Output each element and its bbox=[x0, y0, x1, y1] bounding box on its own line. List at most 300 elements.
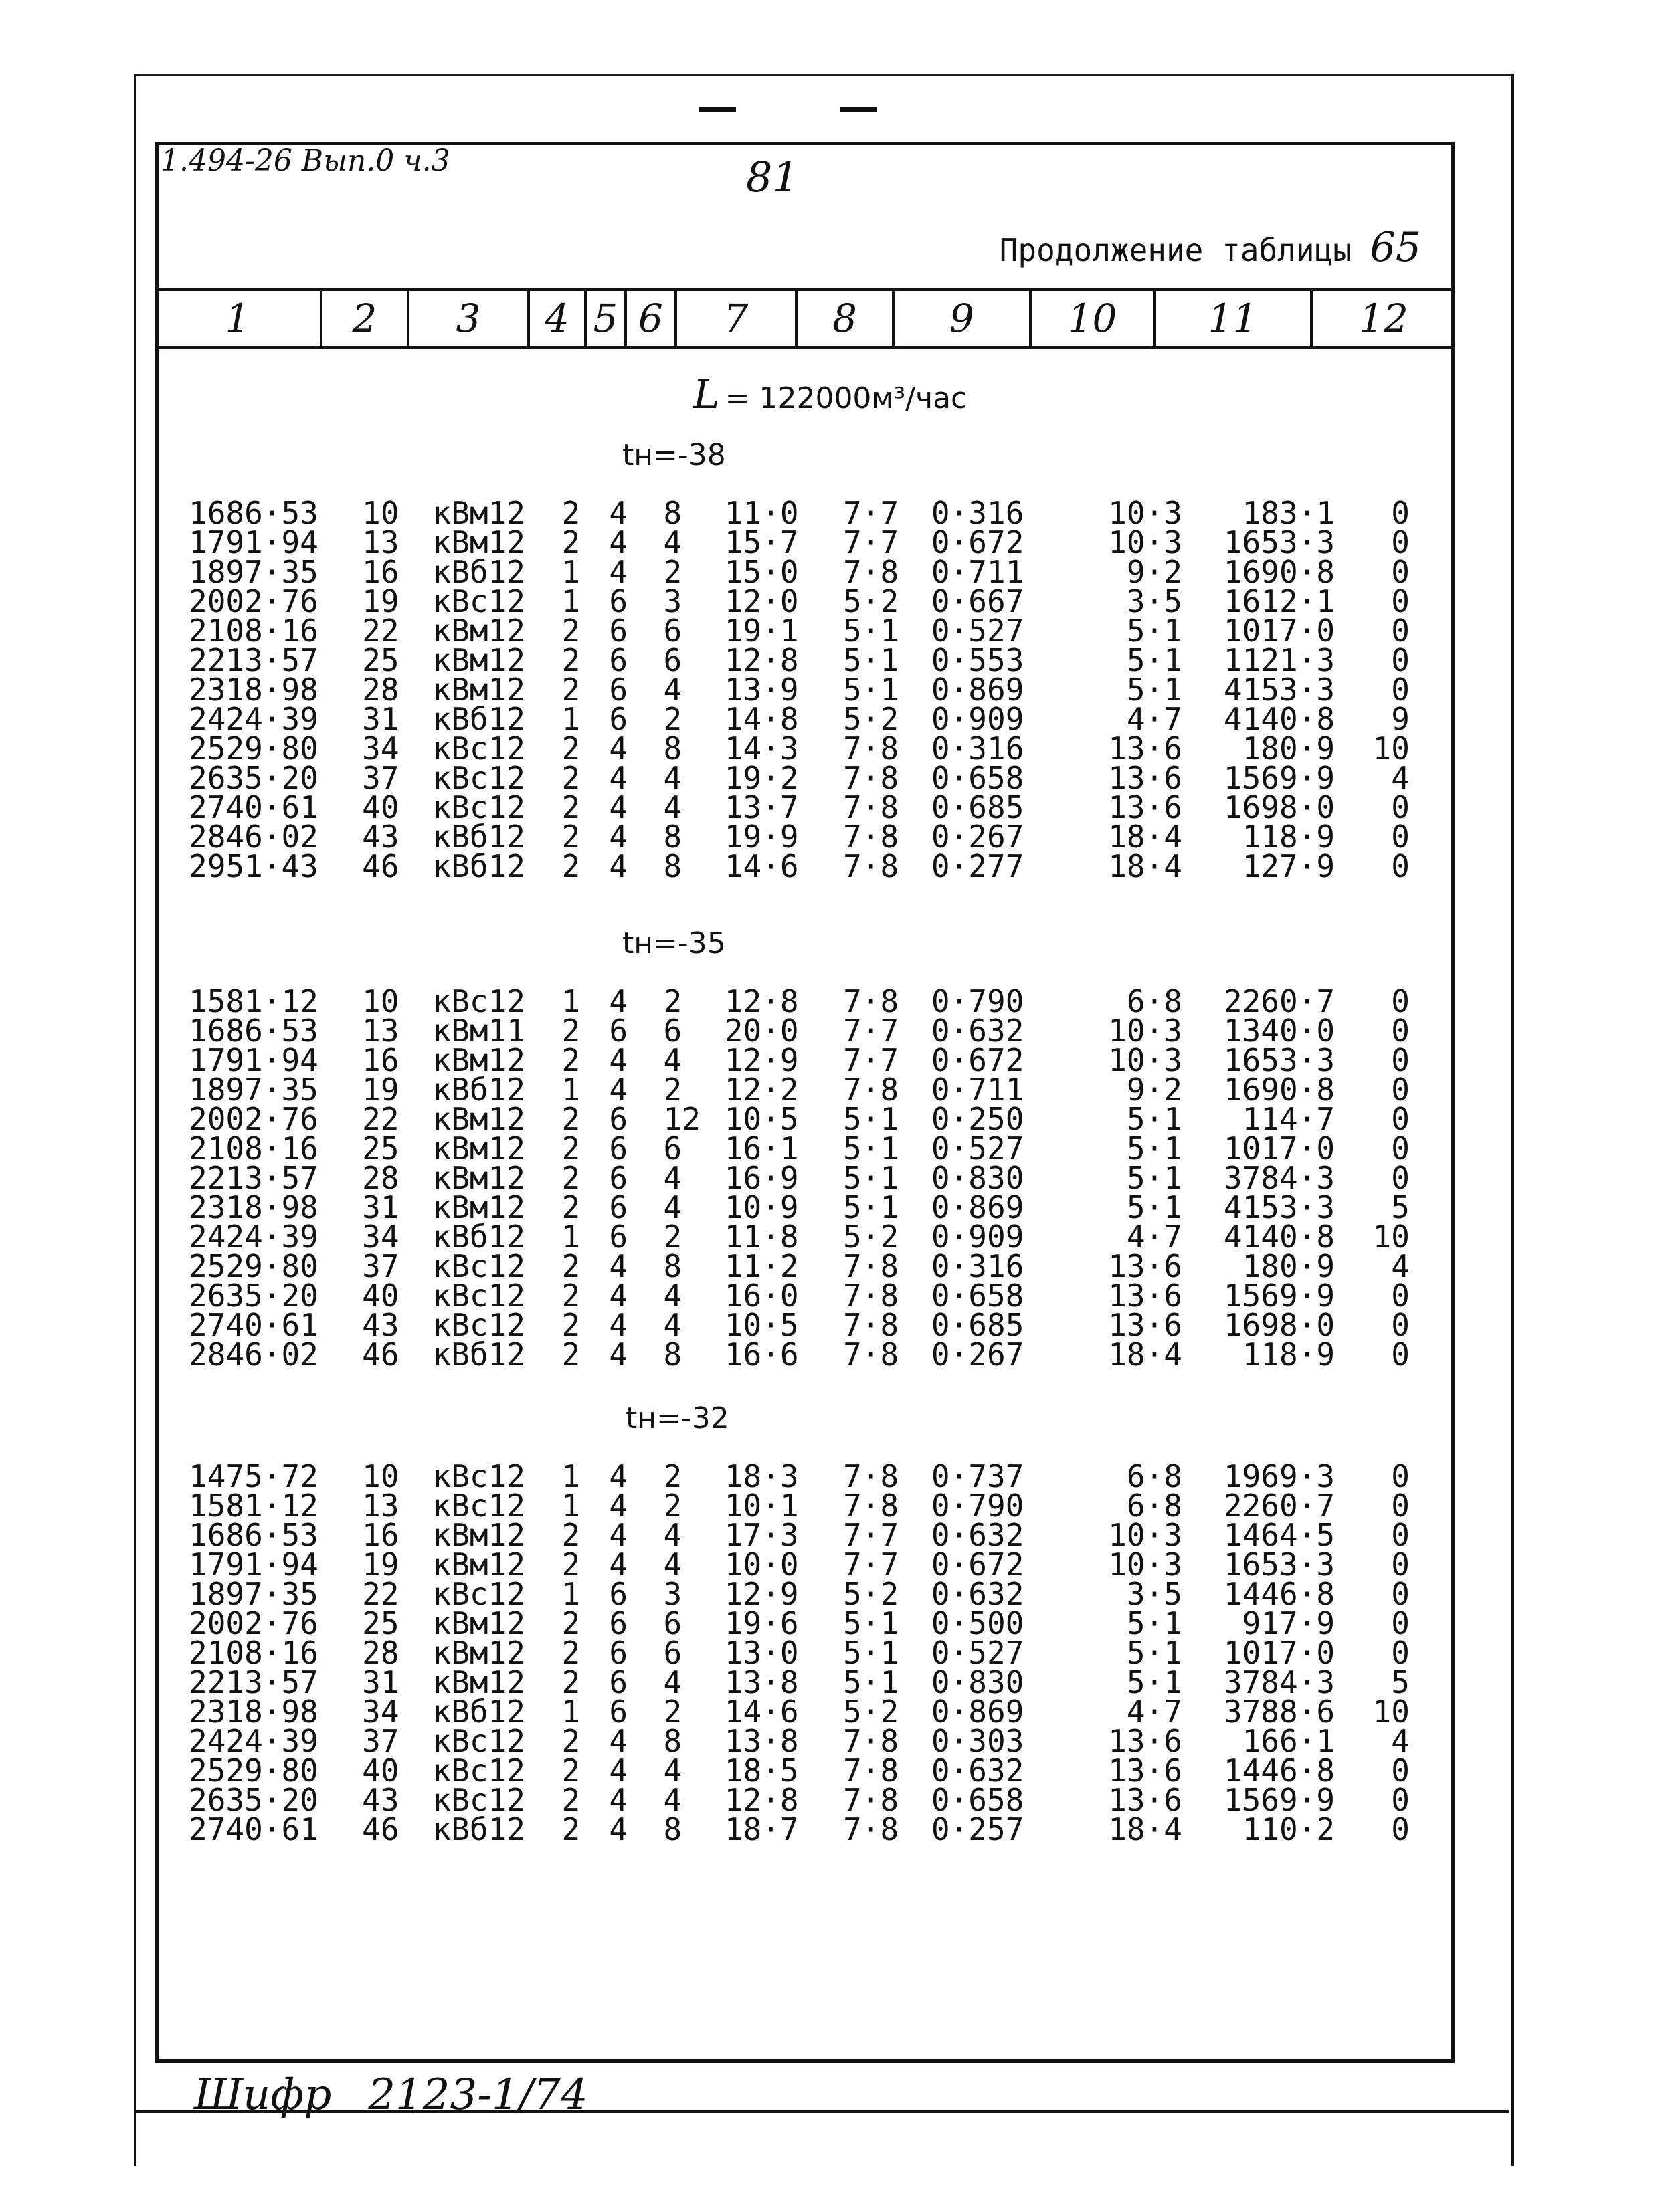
table-cell-col-4: 2 bbox=[561, 1752, 581, 1789]
table-row bbox=[189, 1134, 1426, 1163]
table-cell-col-3: кВм12 bbox=[432, 1546, 525, 1583]
table-cell-col-7: 16·0 bbox=[724, 1278, 799, 1314]
table-cell-col-4: 1 bbox=[561, 583, 581, 619]
table-cell-col-1: 2213·57 bbox=[189, 642, 318, 678]
table-row bbox=[189, 1726, 1426, 1756]
table-cell-col-11: 1698·0 bbox=[1223, 1307, 1335, 1343]
table-cell-col-11: 1569·9 bbox=[1223, 1782, 1335, 1818]
table-cell-col-3: кВс12 bbox=[432, 1723, 525, 1759]
table-cell-col-5: 6 bbox=[609, 1130, 628, 1167]
column-header-10: 10 bbox=[1032, 291, 1156, 346]
table-cell-col-6: 2 bbox=[663, 701, 682, 737]
table-cell-col-11: 1690·8 bbox=[1223, 554, 1335, 590]
table-cell-col-4: 2 bbox=[561, 1605, 581, 1641]
table-cell-col-5: 6 bbox=[609, 701, 628, 737]
column-header-11: 11 bbox=[1156, 291, 1313, 346]
column-header-9: 9 bbox=[895, 291, 1032, 346]
table-cell-col-12: 0 bbox=[1391, 1605, 1410, 1641]
table-cell-col-10: 5·1 bbox=[1126, 1160, 1182, 1196]
table-cell-col-6: 4 bbox=[663, 672, 682, 708]
table-cell-col-8: 7·8 bbox=[843, 983, 899, 1019]
table-cell-col-6: 12 bbox=[663, 1101, 701, 1137]
table-cell-col-6: 4 bbox=[663, 1278, 682, 1314]
table-cell-col-7: 18·7 bbox=[724, 1811, 799, 1847]
table-cell-col-6: 2 bbox=[663, 1219, 682, 1255]
table-cell-col-3: кВм12 bbox=[432, 1664, 525, 1700]
table-cell-col-9: 0·267 bbox=[931, 1336, 1024, 1373]
table-cell-col-2: 16 bbox=[362, 1517, 399, 1553]
table-cell-col-6: 2 bbox=[663, 554, 682, 590]
table-row bbox=[189, 1462, 1426, 1491]
table-cell-col-7: 12·8 bbox=[724, 642, 799, 678]
table-cell-col-4: 2 bbox=[561, 1160, 581, 1196]
table-cell-col-4: 2 bbox=[561, 1130, 581, 1167]
table-cell-col-10: 18·4 bbox=[1108, 819, 1182, 855]
table-cell-col-2: 19 bbox=[362, 1546, 399, 1583]
table-cell-col-3: кВс12 bbox=[432, 583, 525, 619]
table-cell-col-11: 1690·8 bbox=[1223, 1072, 1335, 1108]
table-cell-col-10: 9·2 bbox=[1126, 554, 1182, 590]
table-row bbox=[189, 1815, 1426, 1844]
table-cell-col-8: 5·2 bbox=[843, 1694, 899, 1730]
table-cell-col-8: 5·1 bbox=[843, 1635, 899, 1671]
table-cell-col-6: 2 bbox=[663, 1458, 682, 1494]
table-row bbox=[189, 1075, 1426, 1104]
table-cell-col-3: кВм12 bbox=[432, 1130, 525, 1167]
table-cell-col-6: 4 bbox=[663, 760, 682, 796]
table-cell-col-12: 0 bbox=[1391, 1546, 1410, 1583]
page-number: 81 bbox=[746, 153, 799, 201]
table-cell-col-8: 7·7 bbox=[843, 1517, 899, 1553]
table-cell-col-3: кВс12 bbox=[432, 1458, 525, 1494]
column-header-5: 5 bbox=[587, 291, 627, 346]
table-cell-col-1: 2424·39 bbox=[189, 1723, 318, 1759]
table-row bbox=[189, 557, 1426, 587]
table-cell-col-3: кВм12 bbox=[432, 1160, 525, 1196]
table-cell-col-8: 7·8 bbox=[843, 1278, 899, 1314]
table-cell-col-3: кВб12 bbox=[432, 848, 525, 884]
table-cell-col-9: 0·658 bbox=[931, 1782, 1024, 1818]
table-cell-col-5: 4 bbox=[609, 1458, 628, 1494]
table-cell-col-2: 34 bbox=[362, 1694, 399, 1730]
table-cell-col-10: 5·1 bbox=[1126, 613, 1182, 649]
table-cell-col-3: кВс12 bbox=[432, 1576, 525, 1612]
table-cell-col-11: 1653·3 bbox=[1223, 524, 1335, 561]
table-cell-col-9: 0·667 bbox=[931, 583, 1024, 619]
table-cell-col-5: 6 bbox=[609, 1219, 628, 1255]
table-cell-col-12: 0 bbox=[1391, 1517, 1410, 1553]
table-cell-col-10: 4·7 bbox=[1126, 1694, 1182, 1730]
table-cell-col-3: кВм12 bbox=[432, 1517, 525, 1553]
table-cell-col-1: 2002·76 bbox=[189, 583, 318, 619]
table-cell-col-12: 0 bbox=[1391, 554, 1410, 590]
table-cell-col-7: 11·2 bbox=[724, 1248, 799, 1284]
table-cell-col-8: 7·7 bbox=[843, 1546, 899, 1583]
table-cell-col-6: 8 bbox=[663, 1248, 682, 1284]
table-cell-col-2: 43 bbox=[362, 1782, 399, 1818]
table-cell-col-2: 31 bbox=[362, 1189, 399, 1225]
table-cell-col-4: 1 bbox=[561, 1488, 581, 1524]
table-cell-col-5: 6 bbox=[609, 1576, 628, 1612]
table-cell-col-12: 0 bbox=[1391, 1488, 1410, 1524]
table-cell-col-12: 0 bbox=[1391, 642, 1410, 678]
table-cell-col-3: кВс12 bbox=[432, 1782, 525, 1818]
table-cell-col-10: 5·1 bbox=[1126, 1635, 1182, 1671]
table-cell-col-7: 10·5 bbox=[724, 1307, 799, 1343]
table-cell-col-9: 0·869 bbox=[931, 1189, 1024, 1225]
table-cell-col-1: 1897·35 bbox=[189, 554, 318, 590]
table-cell-col-6: 8 bbox=[663, 1336, 682, 1373]
table-cell-col-12: 0 bbox=[1391, 1042, 1410, 1078]
table-cell-col-3: кВм12 bbox=[432, 672, 525, 708]
table-cell-col-9: 0·527 bbox=[931, 1130, 1024, 1167]
table-cell-col-8: 7·7 bbox=[843, 1042, 899, 1078]
table-cell-col-1: 1791·94 bbox=[189, 524, 318, 561]
table-cell-col-5: 4 bbox=[609, 1723, 628, 1759]
table-cell-col-2: 10 bbox=[362, 495, 399, 531]
table-cell-col-11: 118·9 bbox=[1242, 819, 1335, 855]
table-cell-col-1: 2740·61 bbox=[189, 1307, 318, 1343]
table-cell-col-11: 917·9 bbox=[1242, 1605, 1335, 1641]
table-cell-col-6: 4 bbox=[663, 1517, 682, 1553]
column-header-2: 2 bbox=[322, 291, 409, 346]
table-cell-col-6: 6 bbox=[663, 642, 682, 678]
table-cell-col-4: 2 bbox=[561, 1664, 581, 1700]
table-cell-col-3: кВс12 bbox=[432, 983, 525, 1019]
table-cell-col-12: 0 bbox=[1391, 495, 1410, 531]
table-cell-col-12: 10 bbox=[1372, 1694, 1410, 1730]
section-label: tн=-32 bbox=[626, 1401, 729, 1435]
table-cell-col-3: кВм12 bbox=[432, 642, 525, 678]
table-cell-col-3: кВб12 bbox=[432, 1072, 525, 1108]
table-cell-col-11: 1969·3 bbox=[1223, 1458, 1335, 1494]
table-cell-col-5: 4 bbox=[609, 524, 628, 561]
table-cell-col-11: 4140·8 bbox=[1223, 1219, 1335, 1255]
table-cell-col-6: 6 bbox=[663, 1013, 682, 1049]
data-table bbox=[189, 1458, 1426, 1847]
table-cell-col-2: 10 bbox=[362, 1458, 399, 1494]
table-cell-col-11: 114·7 bbox=[1242, 1101, 1335, 1137]
table-cell-col-9: 0·250 bbox=[931, 1101, 1024, 1137]
table-cell-col-2: 25 bbox=[362, 1605, 399, 1641]
table-row bbox=[189, 528, 1426, 557]
table-cell-col-9: 0·672 bbox=[931, 1546, 1024, 1583]
table-cell-col-11: 180·9 bbox=[1242, 1248, 1335, 1284]
table-cell-col-7: 11·0 bbox=[724, 495, 799, 531]
table-cell-col-1: 2424·39 bbox=[189, 701, 318, 737]
table-cell-col-11: 1612·1 bbox=[1223, 583, 1335, 619]
table-cell-col-8: 5·1 bbox=[843, 1101, 899, 1137]
data-table bbox=[189, 983, 1426, 1373]
table-cell-col-6: 2 bbox=[663, 1072, 682, 1108]
table-row bbox=[189, 1163, 1426, 1193]
column-header-1: 1 bbox=[155, 291, 322, 346]
table-cell-col-1: 2635·20 bbox=[189, 1782, 318, 1818]
table-cell-col-4: 2 bbox=[561, 1336, 581, 1373]
table-cell-col-7: 20·0 bbox=[724, 1013, 799, 1049]
cipher-code: 2123-1/74 bbox=[368, 2070, 588, 2120]
table-cell-col-10: 18·4 bbox=[1108, 1811, 1182, 1847]
table-cell-col-12: 4 bbox=[1391, 1723, 1410, 1759]
table-row bbox=[189, 1520, 1426, 1550]
table-cell-col-5: 4 bbox=[609, 760, 628, 796]
table-cell-col-9: 0·685 bbox=[931, 1307, 1024, 1343]
table-cell-col-4: 2 bbox=[561, 760, 581, 796]
table-cell-col-5: 4 bbox=[609, 730, 628, 767]
table-cell-col-3: кВб12 bbox=[432, 1694, 525, 1730]
table-cell-col-1: 2213·57 bbox=[189, 1160, 318, 1196]
table-row bbox=[189, 1491, 1426, 1520]
table-cell-col-3: кВм12 bbox=[432, 1635, 525, 1671]
table-cell-col-9: 0·672 bbox=[931, 1042, 1024, 1078]
table-cell-col-6: 8 bbox=[663, 1723, 682, 1759]
table-cell-col-5: 4 bbox=[609, 983, 628, 1019]
table-cell-col-3: кВм12 bbox=[432, 495, 525, 531]
table-cell-col-4: 2 bbox=[561, 642, 581, 678]
table-cell-col-1: 2951·43 bbox=[189, 848, 318, 884]
table-cell-col-5: 4 bbox=[609, 554, 628, 590]
table-row bbox=[189, 675, 1426, 704]
table-cell-col-1: 2846·02 bbox=[189, 1336, 318, 1373]
table-cell-col-2: 19 bbox=[362, 583, 399, 619]
table-cell-col-2: 22 bbox=[362, 1101, 399, 1137]
table-cell-col-2: 37 bbox=[362, 760, 399, 796]
table-cell-col-3: кВс12 bbox=[432, 730, 525, 767]
table-cell-col-10: 4·7 bbox=[1126, 1219, 1182, 1255]
document-code: 1.494-26 Вып.0 ч.3 bbox=[161, 144, 450, 178]
table-cell-col-2: 16 bbox=[362, 554, 399, 590]
table-cell-col-11: 1121·3 bbox=[1223, 642, 1335, 678]
table-cell-col-2: 40 bbox=[362, 789, 399, 825]
airflow-text: = 122000м³/час bbox=[725, 381, 967, 415]
cipher-footer bbox=[194, 2070, 588, 2120]
table-cell-col-7: 12·0 bbox=[724, 583, 799, 619]
table-cell-col-8: 5·2 bbox=[843, 583, 899, 619]
table-cell-col-5: 4 bbox=[609, 1307, 628, 1343]
table-cell-col-2: 46 bbox=[362, 1336, 399, 1373]
table-cell-col-2: 22 bbox=[362, 1576, 399, 1612]
table-cell-col-11: 1698·0 bbox=[1223, 789, 1335, 825]
table-cell-col-4: 2 bbox=[561, 789, 581, 825]
table-cell-col-3: кВм12 bbox=[432, 1605, 525, 1641]
table-cell-col-10: 6·8 bbox=[1126, 983, 1182, 1019]
table-cell-col-8: 7·8 bbox=[843, 760, 899, 796]
table-cell-col-8: 7·8 bbox=[843, 1458, 899, 1494]
table-cell-col-4: 2 bbox=[561, 1189, 581, 1225]
table-cell-col-2: 28 bbox=[362, 1635, 399, 1671]
table-cell-col-8: 7·8 bbox=[843, 1752, 899, 1789]
table-cell-col-8: 7·8 bbox=[843, 1307, 899, 1343]
table-cell-col-5: 6 bbox=[609, 1101, 628, 1137]
table-row bbox=[189, 1193, 1426, 1222]
table-cell-col-9: 0·830 bbox=[931, 1664, 1024, 1700]
table-row bbox=[189, 1756, 1426, 1785]
table-cell-col-8: 5·1 bbox=[843, 613, 899, 649]
table-cell-col-6: 8 bbox=[663, 1811, 682, 1847]
table-cell-col-5: 6 bbox=[609, 613, 628, 649]
table-cell-col-5: 6 bbox=[609, 1605, 628, 1641]
table-cell-col-8: 5·1 bbox=[843, 672, 899, 708]
table-cell-col-7: 17·3 bbox=[724, 1517, 799, 1553]
table-cell-col-5: 6 bbox=[609, 1635, 628, 1671]
table-cell-col-5: 4 bbox=[609, 1546, 628, 1583]
table-cell-col-2: 37 bbox=[362, 1723, 399, 1759]
table-cell-col-7: 19·9 bbox=[724, 819, 799, 855]
table-cell-col-9: 0·632 bbox=[931, 1576, 1024, 1612]
table-cell-col-9: 0·277 bbox=[931, 848, 1024, 884]
table-cell-col-6: 6 bbox=[663, 1635, 682, 1671]
table-cell-col-12: 0 bbox=[1391, 1336, 1410, 1373]
table-cell-col-11: 1017·0 bbox=[1223, 613, 1335, 649]
table-cell-col-7: 16·1 bbox=[724, 1130, 799, 1167]
table-cell-col-5: 6 bbox=[609, 672, 628, 708]
table-cell-col-11: 118·9 bbox=[1242, 1336, 1335, 1373]
table-cell-col-3: кВб12 bbox=[432, 554, 525, 590]
table-row bbox=[189, 822, 1426, 851]
table-cell-col-2: 13 bbox=[362, 1488, 399, 1524]
table-cell-col-1: 1475·72 bbox=[189, 1458, 318, 1494]
table-cell-col-6: 4 bbox=[663, 1752, 682, 1789]
column-header-7: 7 bbox=[677, 291, 798, 346]
table-cell-col-4: 2 bbox=[561, 1248, 581, 1284]
table-cell-col-11: 1446·8 bbox=[1223, 1576, 1335, 1612]
table-cell-col-2: 28 bbox=[362, 1160, 399, 1196]
table-cell-col-2: 34 bbox=[362, 1219, 399, 1255]
table-cell-col-4: 2 bbox=[561, 1723, 581, 1759]
table-cell-col-1: 2002·76 bbox=[189, 1605, 318, 1641]
table-cell-col-11: 183·1 bbox=[1242, 495, 1335, 531]
table-cell-col-2: 34 bbox=[362, 730, 399, 767]
table-cell-col-9: 0·869 bbox=[931, 1694, 1024, 1730]
table-cell-col-1: 2108·16 bbox=[189, 1635, 318, 1671]
table-cell-col-10: 13·6 bbox=[1108, 1248, 1182, 1284]
table-cell-col-9: 0·316 bbox=[931, 1248, 1024, 1284]
table-cell-col-1: 2740·61 bbox=[189, 1811, 318, 1847]
table-cell-col-6: 2 bbox=[663, 983, 682, 1019]
table-cell-col-11: 3788·6 bbox=[1223, 1694, 1335, 1730]
table-cell-col-5: 4 bbox=[609, 1752, 628, 1789]
table-cell-col-7: 10·9 bbox=[724, 1189, 799, 1225]
table-cell-col-4: 1 bbox=[561, 1219, 581, 1255]
table-cell-col-4: 1 bbox=[561, 1458, 581, 1494]
table-cell-col-8: 5·2 bbox=[843, 1576, 899, 1612]
table-row bbox=[189, 645, 1426, 675]
table-cell-col-5: 4 bbox=[609, 1811, 628, 1847]
table-cell-col-3: кВм12 bbox=[432, 1042, 525, 1078]
table-cell-col-9: 0·711 bbox=[931, 1072, 1024, 1108]
table-cell-col-1: 1686·53 bbox=[189, 1517, 318, 1553]
table-cell-col-5: 4 bbox=[609, 1072, 628, 1108]
table-cell-col-10: 13·6 bbox=[1108, 1278, 1182, 1314]
table-cell-col-11: 1569·9 bbox=[1223, 1278, 1335, 1314]
table-cell-col-1: 2318·98 bbox=[189, 1189, 318, 1225]
table-row bbox=[189, 987, 1426, 1016]
table-cell-col-8: 5·1 bbox=[843, 1160, 899, 1196]
table-cell-col-8: 7·8 bbox=[843, 819, 899, 855]
table-cell-col-7: 19·2 bbox=[724, 760, 799, 796]
table-cell-col-11: 4153·3 bbox=[1223, 1189, 1335, 1225]
table-cell-col-6: 4 bbox=[663, 1042, 682, 1078]
table-cell-col-8: 7·8 bbox=[843, 1811, 899, 1847]
table-cell-col-2: 22 bbox=[362, 613, 399, 649]
table-cell-col-1: 1897·35 bbox=[189, 1072, 318, 1108]
table-row bbox=[189, 1785, 1426, 1815]
table-cell-col-12: 0 bbox=[1391, 583, 1410, 619]
table-cell-col-8: 5·2 bbox=[843, 1219, 899, 1255]
table-cell-col-12: 0 bbox=[1391, 1072, 1410, 1108]
table-cell-col-5: 4 bbox=[609, 1517, 628, 1553]
table-cell-col-11: 127·9 bbox=[1242, 848, 1335, 884]
table-cell-col-4: 2 bbox=[561, 613, 581, 649]
table-cell-col-1: 2529·80 bbox=[189, 730, 318, 767]
table-cell-col-7: 11·8 bbox=[724, 1219, 799, 1255]
table-cell-col-12: 0 bbox=[1391, 1782, 1410, 1818]
table-cell-col-4: 2 bbox=[561, 1635, 581, 1671]
table-cell-col-3: кВм12 bbox=[432, 524, 525, 561]
table-cell-col-11: 4153·3 bbox=[1223, 672, 1335, 708]
table-cell-col-12: 0 bbox=[1391, 1160, 1410, 1196]
table-cell-col-1: 2529·80 bbox=[189, 1752, 318, 1789]
table-cell-col-9: 0·553 bbox=[931, 642, 1024, 678]
table-cell-col-8: 7·7 bbox=[843, 495, 899, 531]
table-cell-col-1: 2424·39 bbox=[189, 1219, 318, 1255]
column-header-3: 3 bbox=[409, 291, 530, 346]
table-cell-col-2: 25 bbox=[362, 1130, 399, 1167]
table-cell-col-6: 4 bbox=[663, 1664, 682, 1700]
table-cell-col-4: 2 bbox=[561, 848, 581, 884]
table-row bbox=[189, 1104, 1426, 1134]
column-header-row bbox=[155, 288, 1455, 349]
table-cell-col-10: 10·3 bbox=[1108, 1517, 1182, 1553]
table-cell-col-3: кВб12 bbox=[432, 1336, 525, 1373]
table-cell-col-9: 0·316 bbox=[931, 495, 1024, 531]
table-cell-col-10: 13·6 bbox=[1108, 1723, 1182, 1759]
section-label: tн=-38 bbox=[622, 438, 726, 472]
data-table bbox=[189, 495, 1426, 884]
table-cell-col-3: кВб12 bbox=[432, 819, 525, 855]
column-header-4: 4 bbox=[530, 291, 587, 346]
table-cell-col-9: 0·672 bbox=[931, 524, 1024, 561]
table-cell-col-2: 31 bbox=[362, 1664, 399, 1700]
table-cell-col-7: 15·0 bbox=[724, 554, 799, 590]
table-cell-col-2: 40 bbox=[362, 1278, 399, 1314]
table-cell-col-5: 4 bbox=[609, 1042, 628, 1078]
table-cell-col-2: 28 bbox=[362, 672, 399, 708]
table-cell-col-4: 2 bbox=[561, 1307, 581, 1343]
table-cell-col-5: 4 bbox=[609, 495, 628, 531]
table-cell-col-10: 13·6 bbox=[1108, 1782, 1182, 1818]
table-cell-col-7: 13·7 bbox=[724, 789, 799, 825]
table-cell-col-10: 3·5 bbox=[1126, 583, 1182, 619]
table-cell-col-1: 2635·20 bbox=[189, 760, 318, 796]
table-row bbox=[189, 1016, 1426, 1045]
table-cell-col-9: 0·790 bbox=[931, 983, 1024, 1019]
table-cell-col-5: 6 bbox=[609, 1013, 628, 1049]
table-cell-col-3: кВс12 bbox=[432, 1278, 525, 1314]
table-row bbox=[189, 498, 1426, 528]
table-cell-col-1: 1581·12 bbox=[189, 1488, 318, 1524]
table-cell-col-1: 2740·61 bbox=[189, 789, 318, 825]
table-row bbox=[189, 1697, 1426, 1726]
table-cell-col-12: 0 bbox=[1391, 1307, 1410, 1343]
table-cell-col-6: 2 bbox=[663, 1488, 682, 1524]
table-cell-col-8: 7·8 bbox=[843, 554, 899, 590]
table-cell-col-12: 0 bbox=[1391, 672, 1410, 708]
table-cell-col-10: 13·6 bbox=[1108, 789, 1182, 825]
table-cell-col-7: 10·0 bbox=[724, 1546, 799, 1583]
table-row bbox=[189, 851, 1426, 881]
table-row bbox=[189, 1251, 1426, 1281]
